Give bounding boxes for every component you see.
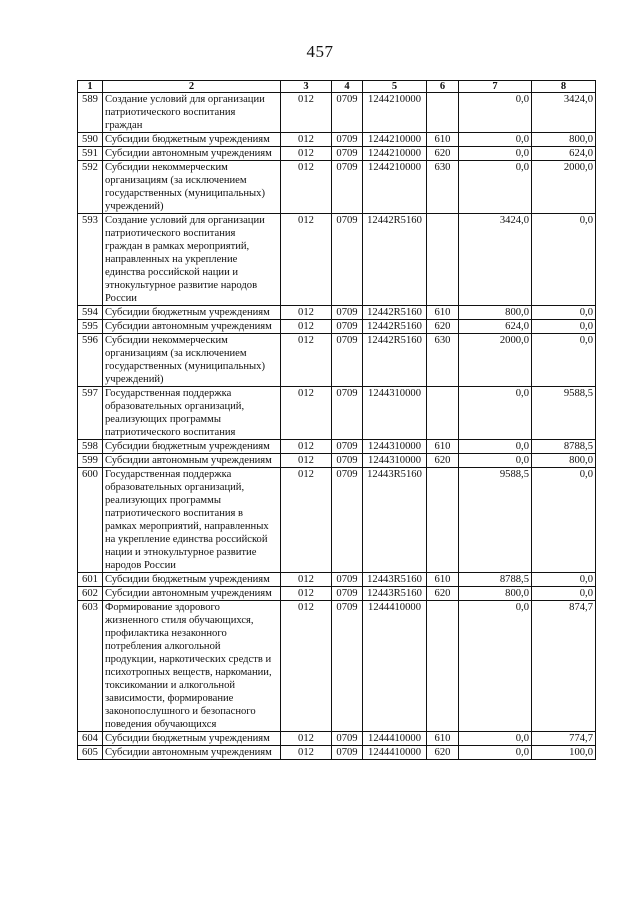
amount-cell: 800,0	[459, 306, 532, 320]
expense-type-cell: 620	[427, 147, 459, 161]
section-code-cell: 0709	[332, 93, 363, 133]
target-article-cell: 1244210000	[363, 133, 427, 147]
amount-cell: 0,0	[532, 214, 596, 306]
row-number-cell: 599	[78, 454, 103, 468]
amount-cell: 0,0	[459, 387, 532, 440]
table-row	[78, 601, 596, 732]
expense-type-cell: 620	[427, 587, 459, 601]
amount-cell: 9588,5	[532, 387, 596, 440]
column-header: 6	[427, 81, 459, 93]
budget-table	[77, 80, 596, 760]
row-number-cell: 602	[78, 587, 103, 601]
description-cell: Государственная поддержка образовательных организаций, реализующих программы патриотического воспитания	[103, 387, 281, 440]
description-cell: Создание условий для организации патриотического воспитания граждан в рамках мероприятий, направленных на укрепление единства российской нации и этнокультурное развитие народов России	[103, 214, 281, 306]
section-code-cell: 0709	[332, 746, 363, 760]
row-number-cell: 595	[78, 320, 103, 334]
target-article-cell: 12443R5160	[363, 573, 427, 587]
amount-cell: 0,0	[459, 732, 532, 746]
expense-type-cell: 620	[427, 320, 459, 334]
amount-cell: 0,0	[459, 93, 532, 133]
table-row	[78, 214, 596, 306]
row-number-cell: 594	[78, 306, 103, 320]
column-header: 8	[532, 81, 596, 93]
amount-cell: 624,0	[459, 320, 532, 334]
amount-cell: 0,0	[532, 320, 596, 334]
ministry-code-cell: 012	[281, 732, 332, 746]
expense-type-cell: 620	[427, 746, 459, 760]
table-row	[78, 93, 596, 133]
target-article-cell: 1244210000	[363, 161, 427, 214]
amount-cell: 0,0	[532, 334, 596, 387]
amount-cell: 0,0	[459, 133, 532, 147]
ministry-code-cell: 012	[281, 587, 332, 601]
ministry-code-cell: 012	[281, 387, 332, 440]
ministry-code-cell: 012	[281, 320, 332, 334]
description-cell: Субсидии автономным учреждениям	[103, 746, 281, 760]
section-code-cell: 0709	[332, 573, 363, 587]
target-article-cell: 1244310000	[363, 440, 427, 454]
target-article-cell: 1244410000	[363, 732, 427, 746]
description-cell: Субсидии автономным учреждениям	[103, 587, 281, 601]
description-cell: Субсидии автономным учреждениям	[103, 320, 281, 334]
section-code-cell: 0709	[332, 440, 363, 454]
amount-cell: 2000,0	[532, 161, 596, 214]
amount-cell: 0,0	[459, 601, 532, 732]
amount-cell: 0,0	[459, 147, 532, 161]
description-cell: Субсидии автономным учреждениям	[103, 147, 281, 161]
amount-cell: 0,0	[459, 440, 532, 454]
amount-cell: 800,0	[459, 587, 532, 601]
ministry-code-cell: 012	[281, 454, 332, 468]
ministry-code-cell: 012	[281, 214, 332, 306]
table-row	[78, 587, 596, 601]
expense-type-cell: 610	[427, 440, 459, 454]
row-number-cell: 590	[78, 133, 103, 147]
table-row	[78, 732, 596, 746]
amount-cell: 100,0	[532, 746, 596, 760]
expense-type-cell	[427, 601, 459, 732]
table-row	[78, 573, 596, 587]
table-row	[78, 440, 596, 454]
expense-type-cell	[427, 468, 459, 573]
target-article-cell: 12443R5160	[363, 587, 427, 601]
target-article-cell: 1244310000	[363, 454, 427, 468]
table-row	[78, 746, 596, 760]
target-article-cell: 12442R5160	[363, 320, 427, 334]
amount-cell: 8788,5	[532, 440, 596, 454]
section-code-cell: 0709	[332, 732, 363, 746]
row-number-cell: 598	[78, 440, 103, 454]
row-number-cell: 596	[78, 334, 103, 387]
amount-cell: 0,0	[532, 587, 596, 601]
table-row	[78, 147, 596, 161]
section-code-cell: 0709	[332, 214, 363, 306]
section-code-cell: 0709	[332, 334, 363, 387]
description-cell: Государственная поддержка образовательных организаций, реализующих программы патриотического воспитания в рамках мероприятий, направленных на укрепление единства российской нации и этнокультурное развитие народов России	[103, 468, 281, 573]
table-header-row	[78, 81, 596, 93]
table-row	[78, 320, 596, 334]
amount-cell: 0,0	[459, 746, 532, 760]
description-cell: Субсидии бюджетным учреждениям	[103, 440, 281, 454]
amount-cell: 0,0	[459, 454, 532, 468]
section-code-cell: 0709	[332, 133, 363, 147]
amount-cell: 0,0	[532, 573, 596, 587]
column-header: 2	[103, 81, 281, 93]
amount-cell: 9588,5	[459, 468, 532, 573]
expense-type-cell	[427, 214, 459, 306]
row-number-cell: 603	[78, 601, 103, 732]
description-cell: Субсидии некоммерческим организациям (за исключением государственных (муниципальных) учреждений)	[103, 161, 281, 214]
description-cell: Субсидии некоммерческим организациям (за исключением государственных (муниципальных) учреждений)	[103, 334, 281, 387]
description-cell: Субсидии бюджетным учреждениям	[103, 732, 281, 746]
amount-cell: 8788,5	[459, 573, 532, 587]
target-article-cell: 1244210000	[363, 93, 427, 133]
expense-type-cell: 630	[427, 161, 459, 214]
amount-cell: 774,7	[532, 732, 596, 746]
section-code-cell: 0709	[332, 161, 363, 214]
ministry-code-cell: 012	[281, 161, 332, 214]
expense-type-cell: 620	[427, 454, 459, 468]
expense-type-cell: 630	[427, 334, 459, 387]
row-number-cell: 593	[78, 214, 103, 306]
ministry-code-cell: 012	[281, 334, 332, 387]
amount-cell: 874,7	[532, 601, 596, 732]
row-number-cell: 604	[78, 732, 103, 746]
section-code-cell: 0709	[332, 306, 363, 320]
ministry-code-cell: 012	[281, 440, 332, 454]
row-number-cell: 591	[78, 147, 103, 161]
row-number-cell: 589	[78, 93, 103, 133]
target-article-cell: 1244210000	[363, 147, 427, 161]
target-article-cell: 12442R5160	[363, 214, 427, 306]
amount-cell: 0,0	[532, 306, 596, 320]
ministry-code-cell: 012	[281, 133, 332, 147]
ministry-code-cell: 012	[281, 573, 332, 587]
target-article-cell: 12443R5160	[363, 468, 427, 573]
ministry-code-cell: 012	[281, 468, 332, 573]
amount-cell: 0,0	[532, 468, 596, 573]
table-row	[78, 133, 596, 147]
section-code-cell: 0709	[332, 601, 363, 732]
target-article-cell: 1244310000	[363, 387, 427, 440]
target-article-cell: 1244410000	[363, 601, 427, 732]
expense-type-cell	[427, 387, 459, 440]
amount-cell: 800,0	[532, 133, 596, 147]
table-row	[78, 454, 596, 468]
expense-type-cell: 610	[427, 573, 459, 587]
section-code-cell: 0709	[332, 454, 363, 468]
row-number-cell: 592	[78, 161, 103, 214]
table-row	[78, 387, 596, 440]
amount-cell: 2000,0	[459, 334, 532, 387]
amount-cell: 624,0	[532, 147, 596, 161]
description-cell: Субсидии бюджетным учреждениям	[103, 573, 281, 587]
page-number: 457	[306, 42, 334, 61]
amount-cell: 3424,0	[459, 214, 532, 306]
expense-type-cell: 610	[427, 133, 459, 147]
section-code-cell: 0709	[332, 387, 363, 440]
ministry-code-cell: 012	[281, 601, 332, 732]
row-number-cell: 600	[78, 468, 103, 573]
amount-cell: 0,0	[459, 161, 532, 214]
expense-type-cell: 610	[427, 306, 459, 320]
row-number-cell: 605	[78, 746, 103, 760]
table-row	[78, 334, 596, 387]
target-article-cell: 12442R5160	[363, 334, 427, 387]
table-row	[78, 161, 596, 214]
description-cell: Создание условий для организации патриотического воспитания граждан	[103, 93, 281, 133]
expense-type-cell: 610	[427, 732, 459, 746]
target-article-cell: 12442R5160	[363, 306, 427, 320]
ministry-code-cell: 012	[281, 306, 332, 320]
column-header: 4	[332, 81, 363, 93]
column-header: 3	[281, 81, 332, 93]
description-cell: Субсидии бюджетным учреждениям	[103, 133, 281, 147]
target-article-cell: 1244410000	[363, 746, 427, 760]
ministry-code-cell: 012	[281, 93, 332, 133]
column-header: 7	[459, 81, 532, 93]
description-cell: Формирование здорового жизненного стиля обучающихся, профилактика незаконного потребления алкогольной продукции, наркотических средств и психотропных веществ, наркомании, токсикомании и алкогольной зависимости, формирование законопослушного и безопасного поведения обучающихся	[103, 601, 281, 732]
section-code-cell: 0709	[332, 587, 363, 601]
section-code-cell: 0709	[332, 468, 363, 573]
table-row	[78, 306, 596, 320]
row-number-cell: 597	[78, 387, 103, 440]
amount-cell: 3424,0	[532, 93, 596, 133]
row-number-cell: 601	[78, 573, 103, 587]
table-row	[78, 468, 596, 573]
expense-type-cell	[427, 93, 459, 133]
ministry-code-cell: 012	[281, 746, 332, 760]
description-cell: Субсидии бюджетным учреждениям	[103, 306, 281, 320]
column-header: 1	[78, 81, 103, 93]
ministry-code-cell: 012	[281, 147, 332, 161]
section-code-cell: 0709	[332, 320, 363, 334]
amount-cell: 800,0	[532, 454, 596, 468]
description-cell: Субсидии автономным учреждениям	[103, 454, 281, 468]
section-code-cell: 0709	[332, 147, 363, 161]
column-header: 5	[363, 81, 427, 93]
